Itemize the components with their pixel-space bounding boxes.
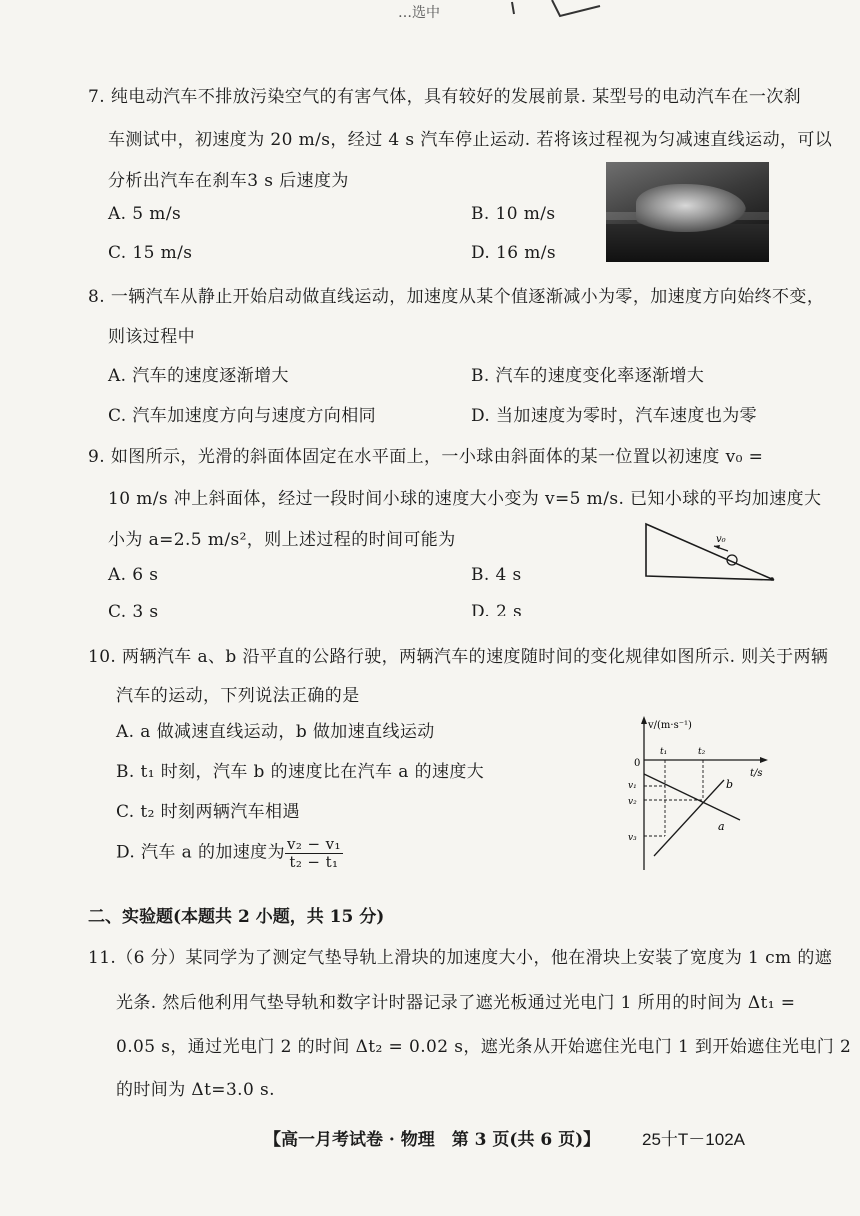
q8-line-1: 8. 一辆汽车从静止开始启动做直线运动，加速度从某个值逐渐减小为零，加速度方向始终不变， (88, 287, 825, 307)
q7-line-3: 分析出汽车在刹车3 s 后速度为 (108, 171, 349, 191)
q8-option-c[interactable]: C. 汽车加速度方向与速度方向相同 (108, 406, 377, 426)
fraction-numerator: v₂ − v₁ (286, 835, 341, 853)
v-axis-arrow (641, 716, 647, 724)
header-scribble (500, 0, 620, 22)
v2-label: v₂ (628, 797, 637, 807)
incline-figure (640, 518, 780, 584)
q10-line-2: 汽车的运动，下列说法正确的是 (116, 686, 360, 706)
q7-line-2: 车测试中，初速度为 20 m/s，经过 4 s 汽车停止运动. 若将该过程视为匀减速直线运动，可以 (108, 130, 833, 150)
q7-option-b[interactable]: B. 10 m/s (471, 204, 556, 224)
q9-option-d[interactable]: D. 2 s (471, 602, 523, 616)
fraction-denominator: t₂ − t₁ (289, 852, 339, 871)
t-axis-arrow (760, 757, 768, 763)
q7-option-a[interactable]: A. 5 m/s (108, 204, 182, 224)
q7-option-d[interactable]: D. 16 m/s (471, 243, 557, 263)
q10-line-1: 10. 两辆汽车 a、b 沿平直的公路行驶，两辆汽车的速度随时间的变化规律如图所示. 则关于两辆 (88, 647, 829, 667)
incline-wedge (646, 524, 774, 580)
q9-option-a[interactable]: A. 6 s (108, 565, 159, 585)
line-a-label: a (718, 820, 725, 833)
car-photo (606, 162, 769, 262)
acceleration-fraction (285, 836, 343, 870)
q10-option-b[interactable]: B. t₁ 时刻，汽车 b 的速度比在汽车 a 的速度大 (116, 762, 485, 782)
q10-option-d-text: D. 汽车 a 的加速度为 (116, 842, 285, 863)
q9-line-2: 10 m/s 冲上斜面体，经过一段时间小球的速度大小变为 v=5 m/s. 已知小球的平均加速度大 (108, 489, 822, 509)
q7-option-c[interactable]: C. 15 m/s (108, 243, 193, 263)
q8-line-2: 则该过程中 (108, 327, 195, 347)
q7-line-1: 7. 纯电动汽车不排放污染空气的有害气体，具有较好的发展前景. 某型号的电动汽车在一次刹 (88, 87, 802, 107)
v3-label: v₃ (628, 833, 637, 843)
v-axis-label: v/(m·s⁻¹) (648, 720, 692, 731)
q8-option-a[interactable]: A. 汽车的速度逐渐增大 (108, 366, 289, 386)
q8-option-d[interactable]: D. 当加速度为零时，汽车速度也为零 (471, 406, 758, 426)
q10-option-d[interactable] (116, 836, 343, 870)
q8-option-b[interactable]: B. 汽车的速度变化率逐渐增大 (471, 366, 705, 386)
v0-label: v₀ (716, 534, 726, 545)
q9-option-c[interactable]: C. 3 s (108, 602, 159, 622)
paper-code: 25十T－102A (642, 1130, 745, 1149)
q9-option-b[interactable]: B. 4 s (471, 565, 522, 585)
q11-line-2: 光条. 然后他利用气垫导轨和数字计时器记录了遮光板通过光电门 1 所用的时间为 Δt₁ = (116, 993, 796, 1013)
velocity-arrow-head (714, 545, 720, 549)
vt-graph (612, 712, 772, 872)
t-axis-label: t/s (750, 768, 763, 779)
q9-line-3: 小为 a=2.5 m/s²，则上述过程的时间可能为 (108, 530, 456, 550)
wedge-corner-dot (770, 577, 774, 581)
v1-label: v₁ (628, 781, 637, 791)
q11-line-4: 的时间为 Δt=3.0 s. (116, 1080, 275, 1100)
header-fragment: …选中 (398, 5, 440, 21)
q11-line-1: 11.（6 分）某同学为了测定气垫导轨上滑块的加速度大小，他在滑块上安装了宽度为 1 cm 的遮 (88, 948, 833, 968)
q11-line-3: 0.05 s，通过光电门 2 的时间 Δt₂ = 0.02 s，遮光条从开始遮住光电门 1 到开始遮住光电门 2 (116, 1037, 852, 1057)
q10-option-a[interactable]: A. a 做减速直线运动，b 做加速直线运动 (116, 722, 435, 742)
q9-line-1: 9. 如图所示，光滑的斜面体固定在水平面上，一小球由斜面体的某一位置以初速度 v₀ = (88, 447, 764, 467)
line-b (654, 780, 724, 856)
q10-option-c[interactable]: C. t₂ 时刻两辆汽车相遇 (116, 802, 300, 822)
t1-label: t₁ (660, 747, 668, 757)
t2-label: t₂ (698, 747, 706, 757)
origin-label: 0 (634, 758, 641, 769)
section-heading: 二、实验题(本题共 2 小题，共 15 分) (88, 907, 385, 927)
line-b-label: b (726, 778, 734, 791)
page-footer: 【高一月考试卷 · 物理 第 3 页(共 6 页)】 (264, 1130, 601, 1150)
